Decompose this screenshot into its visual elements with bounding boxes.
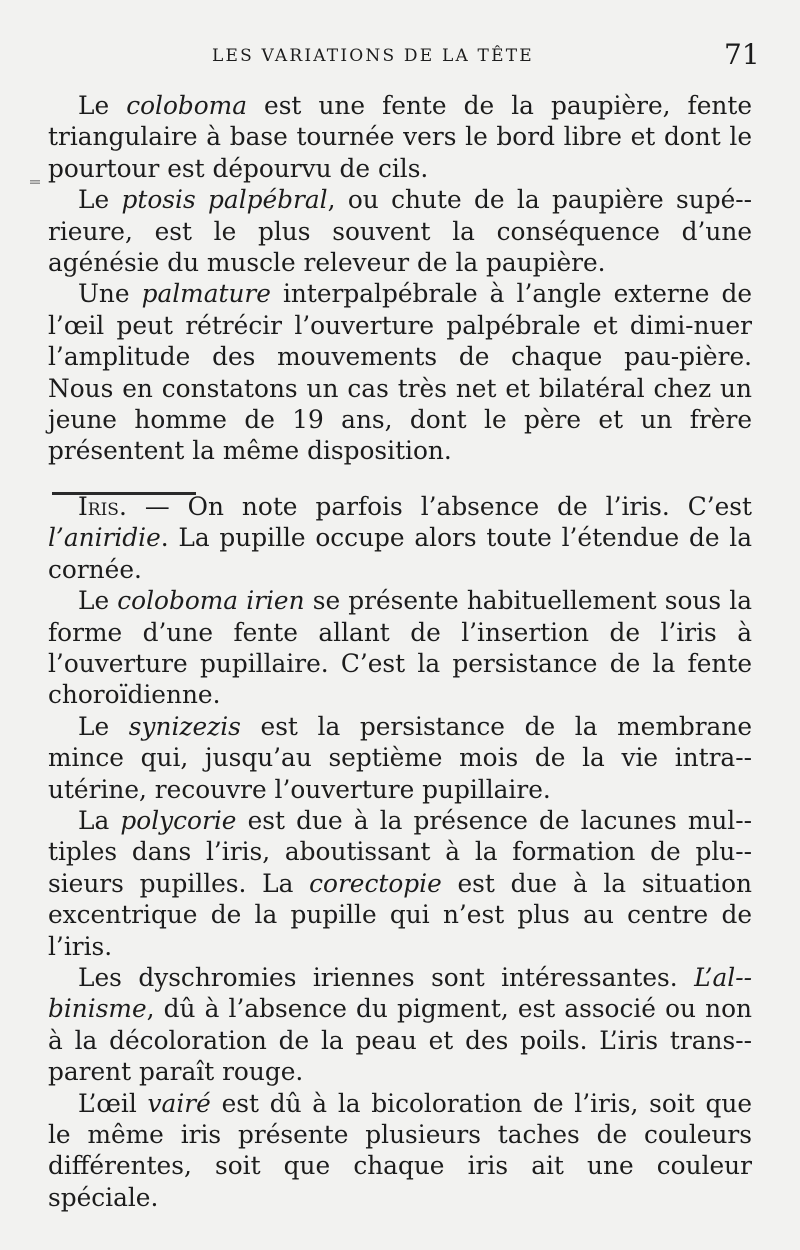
italic-term: ptosis palpébral: [121, 185, 328, 215]
section-heading: Iris: [78, 491, 119, 521]
italic-term: l’aniridie: [48, 523, 161, 553]
text-run: interpalpébrale à l’angle externe de l’œil peut rétrécir l’ouverture palpébrale et dimi-nuer l’amplitude des mouvements de chaque pau-pière. Nous en constatons un cas très net et bilatéral chez un jeune homme de 19 ans, dont le père et un frère présentent la même disposition.: [48, 279, 752, 466]
margin-mark: ‗: [30, 160, 40, 184]
text-run: est dû à la bicoloration de l’iris, soit que le même iris présente plusieurs taches de couleurs différentes, soit que chaque iris ait une couleur spéciale.: [48, 1088, 752, 1212]
page-header: [0, 34, 800, 74]
paragraph: [48, 184, 752, 278]
text-run: La: [78, 805, 121, 835]
text-run: est due à la présence de lacunes mul-tiples dans l’iris, aboutissant à la formation de plu-sieurs pupilles. La: [48, 805, 752, 898]
text-run: L’œil: [78, 1088, 148, 1118]
italic-term: synizezis: [128, 711, 241, 741]
paragraph: [48, 962, 752, 1088]
italic-term: polycorie: [120, 805, 237, 835]
text-run: Le: [78, 91, 127, 120]
italic-term: coloboma irien: [117, 586, 305, 616]
text-run: . — On note parfois l’absence de l’iris. C’est: [118, 491, 752, 521]
paragraph: [48, 278, 752, 466]
paragraph: [48, 585, 752, 711]
text-run: Le: [78, 185, 122, 215]
paragraph: [48, 90, 752, 184]
running-title: LES VARIATIONS DE LA TÊTE: [212, 46, 534, 66]
page-number: 71: [724, 38, 760, 71]
text-run: Les dyschromies iriennes sont intéressantes.: [78, 962, 695, 992]
paragraph: [48, 805, 752, 962]
text-run: , ou chute de la paupière supé-rieure, est le plus souvent la conséquence d’une agénésie du muscle releveur de la paupière.: [48, 185, 753, 278]
italic-term: corectopie: [309, 868, 442, 898]
text-run: est une fente de la paupière, fente triangulaire à base tournée vers le bord libre et dont le pourtour est dépourvu de cils.: [48, 91, 753, 183]
paragraph: [48, 1088, 752, 1214]
text-run: . La pupille occupe alors toute l’étendue de la cornée.: [48, 523, 752, 584]
text-run: Le: [78, 586, 118, 616]
text-run: est la persistance de la membrane mince qui, jusqu’au septième mois de la vie intra-utérine, recouvre l’ouverture pupillaire.: [48, 711, 752, 804]
text-run: Le: [78, 711, 129, 741]
body-text: [48, 90, 752, 1213]
text-run: se présente habituellement sous la forme d’une fente allant de l’insertion de l’iris à l’ouverture pupillaire. C’est la persistance de la fente choroïdienne.: [48, 586, 752, 710]
italic-term: palmature: [141, 279, 271, 309]
paragraph: [48, 711, 752, 805]
text-run: Une: [78, 279, 142, 309]
paragraph: [48, 491, 752, 585]
italic-term: vairé: [147, 1088, 211, 1118]
italic-term: coloboma: [126, 91, 247, 120]
italic-term: L’al-binisme: [48, 962, 752, 1024]
text-run: , dû à l’absence du pigment, est associé ou non à la décoloration de la peau et des poils. L’iris trans-parent paraît rouge.: [48, 994, 752, 1087]
text-run: est due à la situation excentrique de la pupille qui n’est plus au centre de l’iris.: [48, 868, 752, 961]
